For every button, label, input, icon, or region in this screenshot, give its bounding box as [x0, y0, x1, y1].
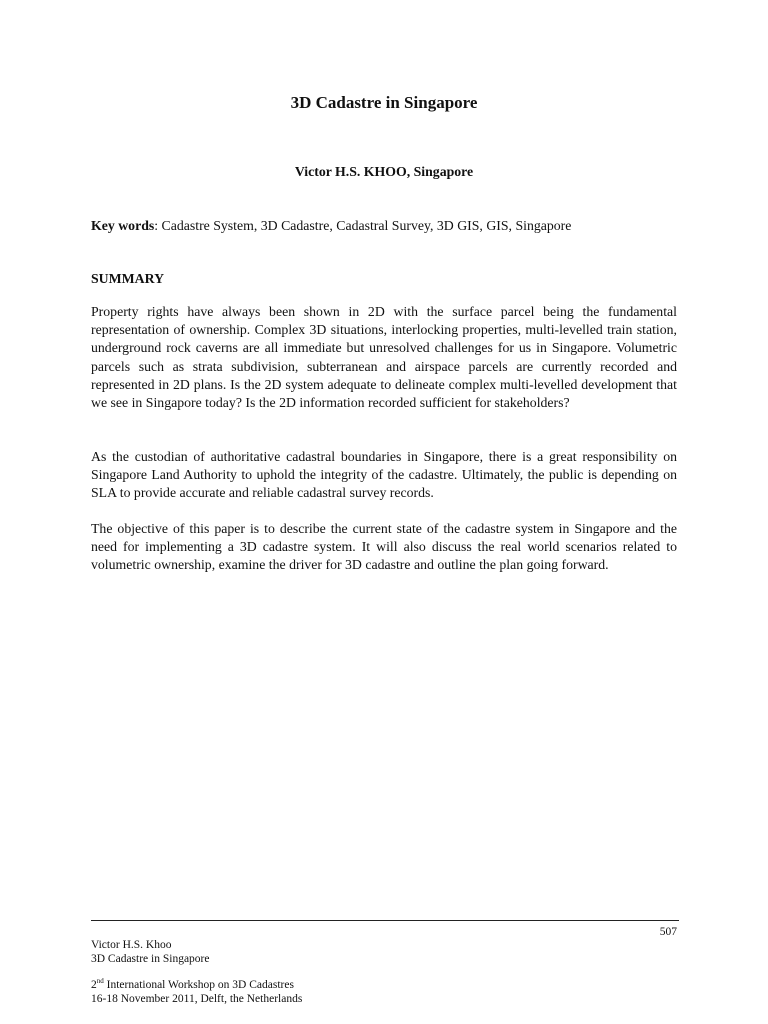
summary-paragraph-2: As the custodian of authoritative cadastral boundaries in Singapore, there is a great responsibility on Singapore Land Authority to uphold the integrity of the cadastre. Ultimately, the public is depending on SLA to provide accurate and reliable cadastral survey records. [91, 449, 677, 501]
author-line: Victor H.S. KHOO, Singapore [294, 164, 474, 179]
keywords-label: Key words [91, 218, 155, 233]
footer-rule [91, 920, 679, 921]
page-number: 507 [659, 926, 677, 938]
paper-title: 3D Cadastre in Singapore [290, 93, 478, 112]
summary-paragraph-3: The objective of this paper is to describe the current state of the cadastre system in Singapore and the need for implementing a 3D cadastre system. It will also discuss the real world scenarios related to volumetric ownership, examine the driver for 3D cadastre and outline the plan going forward. [91, 521, 677, 573]
workshop-ordinal-suffix: nd [96, 977, 104, 985]
footer-author: Victor H.S. Khoo [91, 939, 172, 951]
workshop-ordinal: 2 [91, 979, 97, 991]
keywords-line [91, 217, 677, 235]
footer-paper-title: 3D Cadastre in Singapore [91, 953, 210, 965]
keywords-text: : Cadastre System, 3D Cadastre, Cadastral Survey, 3D GIS, GIS, Singapore [154, 218, 572, 233]
summary-heading: SUMMARY [91, 271, 165, 286]
summary-paragraph-1: Property rights have always been shown in 2D with the surface parcel being the fundamental representation of ownership. Complex 3D situations, interlocking properties, multi-levelled train station, underground rock caverns are all immediate but unresolved challenges for us in Singapore. Volumetric parcels such as strata subdivision, subterranean and airspace parcels are currently recorded and represented in 2D plans. Is the 2D system adequate to delineate complex multi-levelled development that we see in Singapore today? Is the 2D information recorded sufficient for stakeholders? [91, 304, 677, 411]
workshop-name: International Workshop on 3D Cadastres [103, 979, 294, 991]
footer-workshop [91, 978, 294, 992]
footer-date-place: 16-18 November 2011, Delft, the Netherlands [91, 993, 303, 1005]
